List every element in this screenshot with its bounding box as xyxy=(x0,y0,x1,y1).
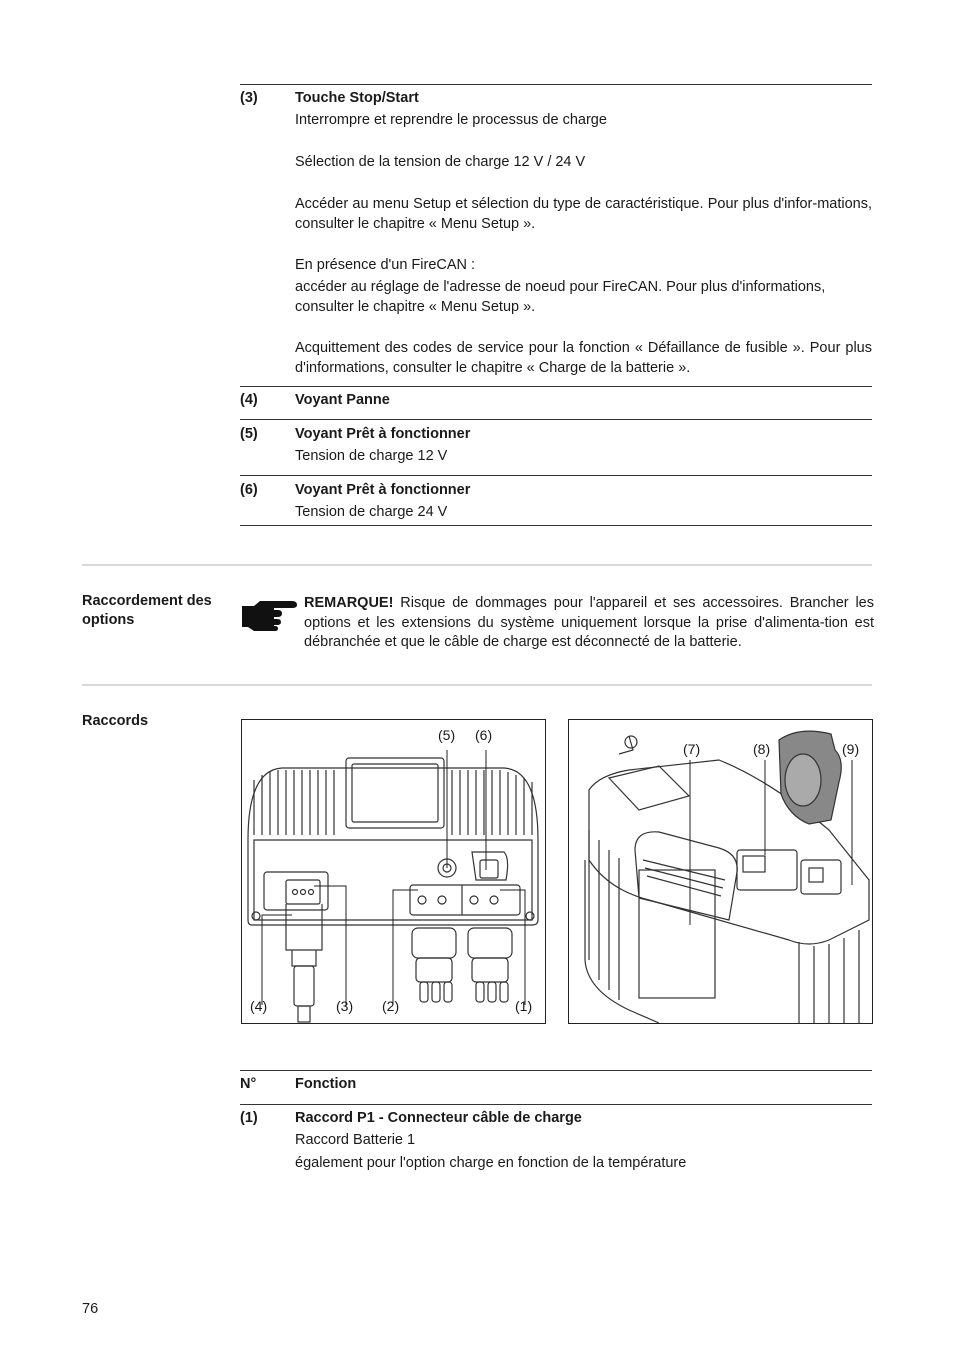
section-heading-raccords: Raccords xyxy=(82,713,149,729)
figure-label-3: (3) xyxy=(336,998,354,1014)
column-header-function: Fonction xyxy=(295,1076,357,1092)
figure-label-7: (7) xyxy=(683,741,701,757)
item-3-para-4: En présence d'un FireCAN : xyxy=(295,257,476,273)
figure-label-1: (1) xyxy=(515,998,533,1014)
note-text xyxy=(304,594,874,653)
item-5-title: Voyant Prêt à fonctionner xyxy=(295,426,471,442)
table2-top-rule xyxy=(240,1070,872,1071)
item-6-title: Voyant Prêt à fonctionner xyxy=(295,482,471,498)
figure-charger-front xyxy=(241,719,546,1024)
charger-top-drawing xyxy=(569,720,872,1023)
column-header-number: N° xyxy=(240,1076,257,1092)
figure-label-8: (8) xyxy=(753,741,771,757)
note-body: Risque de dommages pour l'appareil et ses accessoires. Brancher les options et les extensions du système uniquement lorsque la prise d'alimenta-tion est débranchée et que le câble de charge est déconnecté de la batterie. xyxy=(304,595,874,650)
section-divider xyxy=(82,684,872,686)
note-label: REMARQUE! xyxy=(304,595,394,611)
figure-label-9: (9) xyxy=(842,741,860,757)
figure-charger-top xyxy=(568,719,873,1024)
pointing-hand-icon xyxy=(240,598,298,632)
item-5-number: (5) xyxy=(240,426,258,442)
item-6-para-1: Tension de charge 24 V xyxy=(295,504,448,520)
item-4-number: (4) xyxy=(240,392,258,408)
charger-front-drawing xyxy=(242,720,545,1023)
table-row-1-line-2: également pour l'option charge en fonction de la température xyxy=(295,1155,687,1171)
section-heading-options: Raccordement des options xyxy=(82,593,212,628)
row-divider xyxy=(240,386,872,387)
row-divider xyxy=(240,419,872,420)
row-divider xyxy=(240,475,872,476)
section-divider xyxy=(82,564,872,566)
item-6-number: (6) xyxy=(240,482,258,498)
item-3-title: Touche Stop/Start xyxy=(295,90,419,106)
figure-label-2: (2) xyxy=(382,998,400,1014)
table-row-1-line-1: Raccord Batterie 1 xyxy=(295,1132,416,1148)
figure-label-6: (6) xyxy=(475,727,493,743)
item-3-para-6: Acquittement des codes de service pour la fonction « Défaillance de fusible ». Pour plus d'informations, consulter le chapitre « Charge de la batterie ». xyxy=(295,340,872,376)
table-row-1-title: Raccord P1 - Connecteur câble de charge xyxy=(295,1110,582,1126)
table-row-1-number: (1) xyxy=(240,1110,258,1126)
item-3-para-5: accéder au réglage de l'adresse de noeud pour FireCAN. Pour plus d'informations, consulter le chapitre « Menu Setup ». xyxy=(295,279,826,315)
page-number: 76 xyxy=(82,1301,99,1317)
figure-label-4: (4) xyxy=(250,998,268,1014)
table-bottom-rule xyxy=(240,525,872,526)
item-5-para-1: Tension de charge 12 V xyxy=(295,448,448,464)
item-3-para-3: Accéder au menu Setup et sélection du type de caractéristique. Pour plus d'infor-mations, consulter le chapitre « Menu Setup ». xyxy=(295,196,872,232)
item-3-number: (3) xyxy=(240,90,258,106)
table2-header-rule xyxy=(240,1104,872,1105)
item-3-para-1: Interrompre et reprendre le processus de charge xyxy=(295,112,607,128)
item-4-title: Voyant Panne xyxy=(295,392,390,408)
item-3-para-2: Sélection de la tension de charge 12 V / 24 V xyxy=(295,154,586,170)
table-top-rule xyxy=(240,84,872,85)
figure-label-5: (5) xyxy=(438,727,456,743)
